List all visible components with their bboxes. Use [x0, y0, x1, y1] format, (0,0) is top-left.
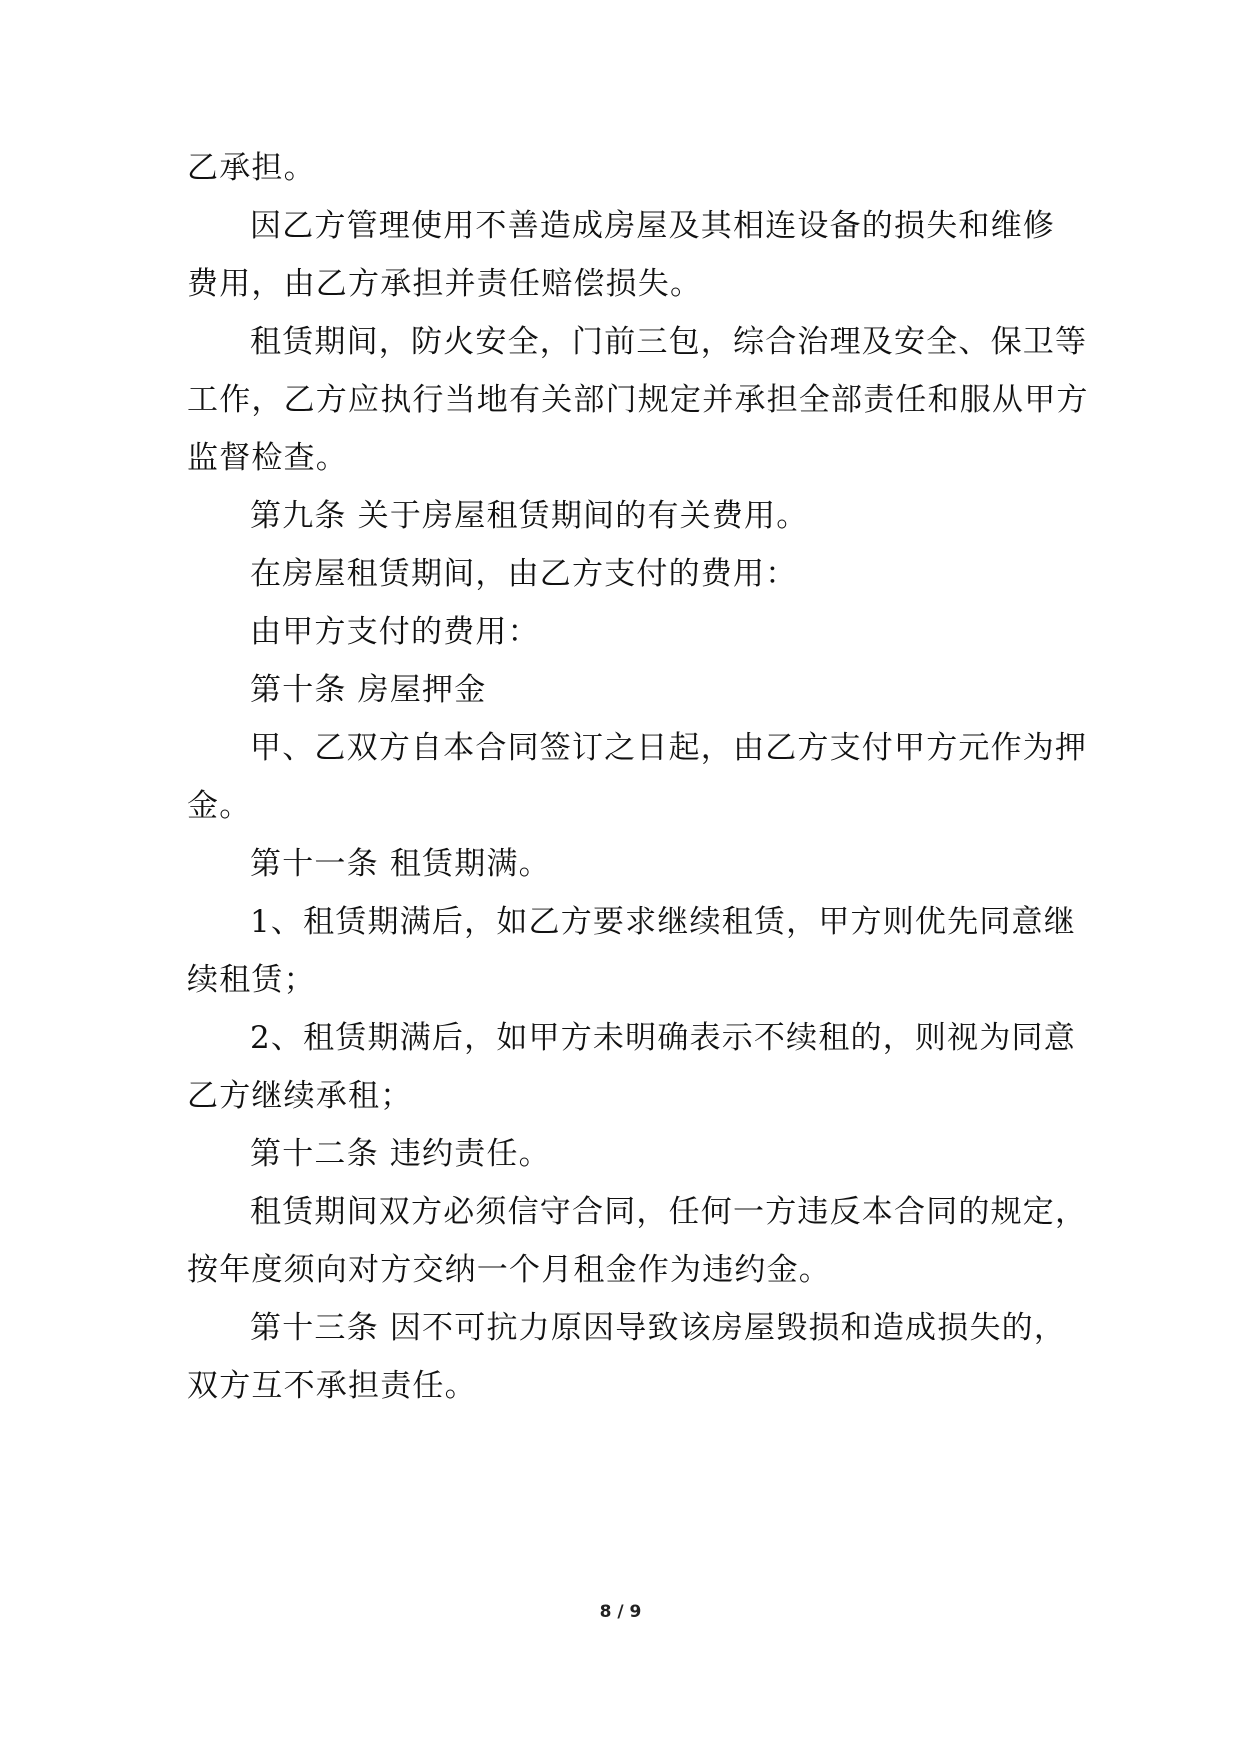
paragraph-line: 甲、乙双方自本合同签订之日起，由乙方支付甲方元作为押 — [250, 730, 1088, 766]
paragraph-line: 双方互不承担责任。 — [187, 1368, 477, 1404]
article-heading: 第十三条 因不可抗力原因导致该房屋毁损和造成损失的， — [250, 1310, 1067, 1346]
paragraph-line: 监督检查。 — [187, 440, 348, 476]
paragraph-line: 续租赁； — [187, 962, 316, 998]
paragraph-line: 在房屋租赁期间，由乙方支付的费用： — [250, 556, 798, 592]
article-heading: 第十二条 违约责任。 — [250, 1136, 551, 1172]
page-number: 8 / 9 — [599, 1602, 642, 1622]
paragraph-line: 租赁期间，防火安全，门前三包，综合治理及安全、保卫等 — [250, 324, 1088, 360]
article-heading: 第九条 关于房屋租赁期间的有关费用。 — [250, 498, 809, 534]
paragraph-line: 由甲方支付的费用： — [250, 614, 540, 650]
paragraph-line: 金。 — [187, 788, 252, 824]
paragraph-line: 因乙方管理使用不善造成房屋及其相连设备的损失和维修 — [250, 208, 1055, 244]
article-heading: 第十一条 租赁期满。 — [250, 846, 551, 882]
list-item: 1、租赁期满后，如乙方要求继续租赁，甲方则优先同意继 — [250, 904, 1076, 940]
article-heading: 第十条 房屋押金 — [250, 672, 487, 708]
list-item: 2、租赁期满后，如甲方未明确表示不续租的，则视为同意 — [250, 1020, 1076, 1056]
paragraph-line: 按年度须向对方交纳一个月租金作为违约金。 — [187, 1252, 831, 1288]
paragraph-line: 工作，乙方应执行当地有关部门规定并承担全部责任和服从甲方 — [187, 382, 1089, 418]
paragraph-line: 租赁期间双方必须信守合同，任何一方违反本合同的规定， — [250, 1194, 1088, 1230]
paragraph-line: 费用，由乙方承担并责任赔偿损失。 — [187, 266, 703, 302]
paragraph-line: 乙承担。 — [187, 150, 316, 186]
paragraph-line: 乙方继续承租； — [187, 1078, 413, 1114]
